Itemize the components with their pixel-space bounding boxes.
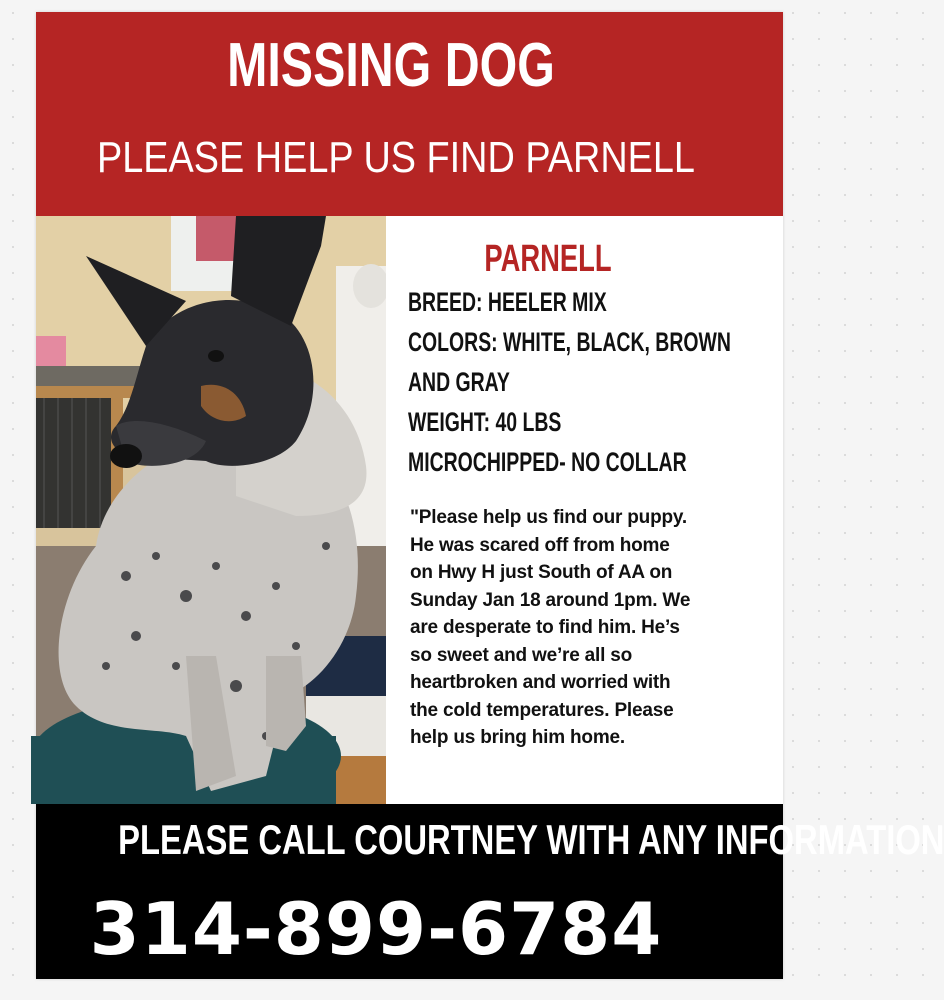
owner-plea-quote xyxy=(410,504,766,752)
contact-footer xyxy=(36,804,944,979)
fact-microchip: MICROCHIPPED- NO COLLAR xyxy=(408,447,687,477)
fact-colors: COLORS: WHITE, BLACK, BROWN xyxy=(408,327,731,357)
quote-line: so sweet and we’re all so xyxy=(410,644,633,666)
quote-line: heartbroken and worried with xyxy=(410,672,671,693)
fact-breed: BREED: HEELER MIX xyxy=(408,287,607,317)
dog-info-panel xyxy=(386,216,783,804)
quote-line: the cold temperatures. Please xyxy=(410,699,674,721)
quote-line: "Please help us find our puppy. xyxy=(410,507,687,528)
quote-line: help us bring him home. xyxy=(410,727,625,748)
poster-title: MISSING DOG xyxy=(227,31,555,100)
poster-subtitle: PLEASE HELP US FIND PARNELL xyxy=(97,133,695,182)
quote-line: on Hwy H just South of AA on xyxy=(410,562,673,583)
missing-dog-poster xyxy=(36,12,944,979)
fact-colors-continued: AND GRAY xyxy=(408,367,510,397)
dog-name: PARNELL xyxy=(484,238,612,280)
quote-line: are desperate to find him. He’s xyxy=(410,617,680,638)
quote-line: Sunday Jan 18 around 1pm. We xyxy=(410,589,691,611)
dog-photo xyxy=(36,216,386,804)
poster-header xyxy=(36,12,783,216)
dog-facts-list xyxy=(408,282,731,482)
call-instruction: PLEASE CALL COURTNEY WITH ANY INFORMATION xyxy=(118,816,944,863)
dog-photo-illustration xyxy=(36,216,386,804)
fact-weight: WEIGHT: 40 LBS xyxy=(408,407,562,437)
phone-number: 314-899-6784 xyxy=(89,887,663,971)
quote-line: He was scared off from home xyxy=(410,534,670,556)
